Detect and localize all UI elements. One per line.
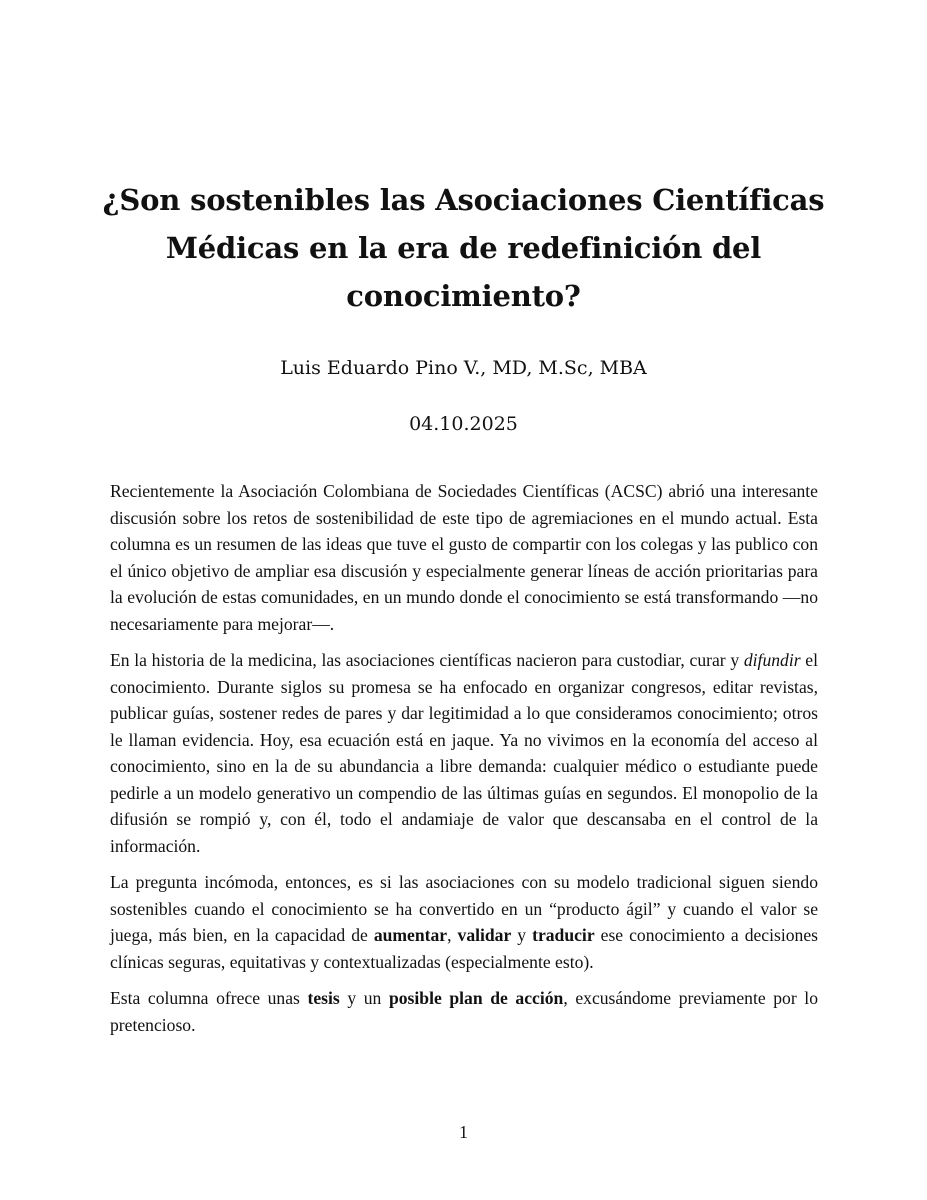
bold-plan-de-accion: posible plan de acción <box>388 988 564 1008</box>
bold-aumentar: aumentar <box>373 925 448 945</box>
paragraph-intro: Recientemente la Asociación Colombiana de Sociedades Científicas (ACSC) abrió una interesante discusión sobre los retos de sostenibilidad de este tipo de agremiaciones en el mundo actual. Esta columna es un resumen de las ideas que tuve el gusto de compartir con los colegas y las publico con el único objetivo de ampliar esa discusión y especialmente generar líneas de acción prioritarias para la evolución de estas comunidades, en un mundo donde el conocimiento se está transformando —no necesariamente para mejorar—. <box>110 481 818 634</box>
paragraph-text: y <box>511 925 533 945</box>
publication-date: 04.10.2025 <box>409 413 518 435</box>
paragraph-text: , <box>447 925 458 945</box>
paragraph-history <box>110 647 818 859</box>
document-body <box>110 478 818 1048</box>
bold-validar: validar <box>457 925 512 945</box>
paragraph-text: ese conocimiento a decisiones clínicas seguras, equitativas y contextualizadas (especialmente esto). <box>110 925 818 972</box>
paragraph-text: el conocimiento. Durante siglos su promesa se ha enfocado en organizar congresos, editar revistas, publicar guías, sostener redes de pares y dar legitimidad a lo que consideramos conocimiento; otros le llaman evidencia. Hoy, esa ecuación está en jaque. Ya no vivimos en la economía del acceso al conocimiento, sino en la de su abundancia a libre demanda: cualquier médico o estudiante puede pedirle a un modelo generativo un compendio de las últimas guías en segundos. El monopolio de la difusión se rompió y, con él, todo el andamiaje de valor que descansaba en el control de la información. <box>110 650 818 856</box>
document-title: ¿Son sostenibles las Asociaciones Científicas Médicas en la era de redefinición del conocimiento? <box>102 183 825 313</box>
emphasis-difundir: difundir <box>743 650 801 670</box>
bold-tesis: tesis <box>307 988 340 1008</box>
paragraph-plan <box>110 985 818 1038</box>
paragraph-text: , excusándome previamente por lo pretencioso. <box>110 988 818 1035</box>
paragraph-text: y un <box>339 988 389 1008</box>
bold-traducir: traducir <box>532 925 595 945</box>
paragraph-question <box>110 869 818 975</box>
paragraph-text: La pregunta incómoda, entonces, es si las asociaciones con su modelo tradicional siguen siendo sostenibles cuando el conocimiento se ha convertido en un “producto ágil” y cuando el valor se juega, más bien, en la capacidad de <box>110 872 818 945</box>
author-line: Luis Eduardo Pino V., MD, M.Sc, MBA <box>280 357 647 379</box>
page-number: 1 <box>459 1122 468 1142</box>
paragraph-text: En la historia de la medicina, las asociaciones científicas nacieron para custodiar, curar y <box>110 650 744 670</box>
paragraph-text: Esta columna ofrece unas <box>110 988 308 1008</box>
